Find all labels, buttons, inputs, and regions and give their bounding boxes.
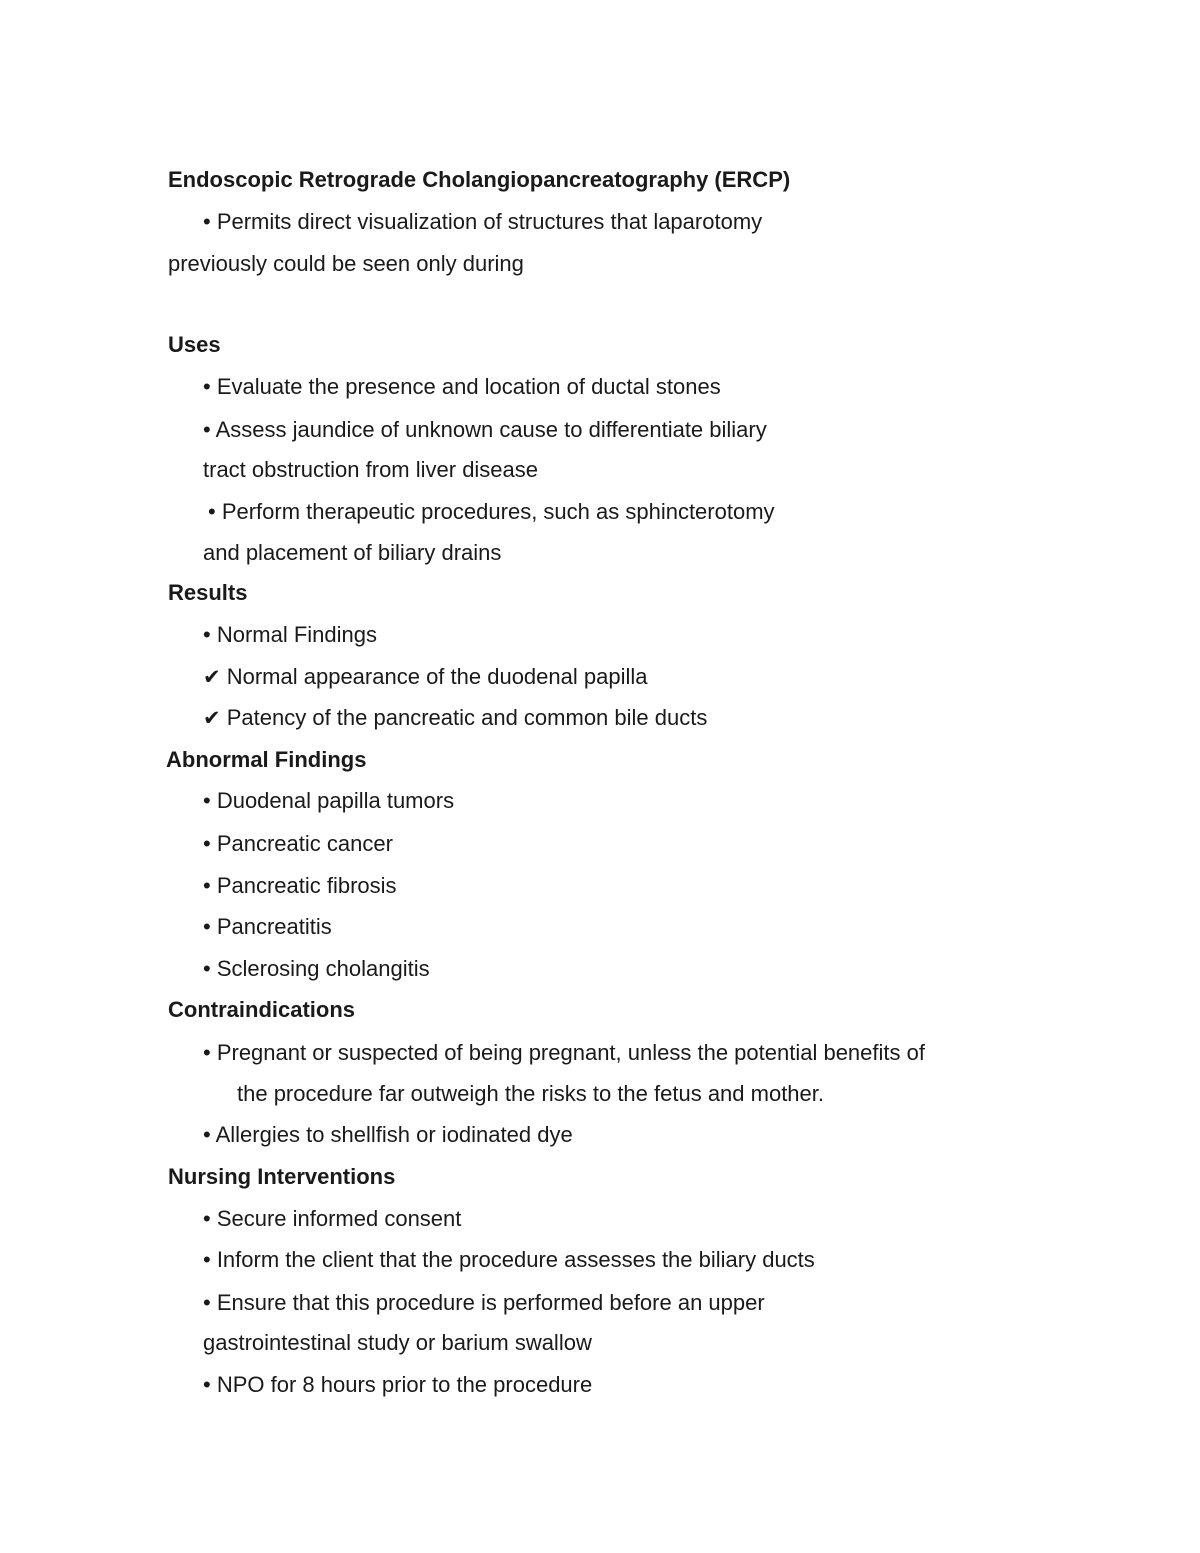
uses-item-2-line-2: tract obstruction from liver disease xyxy=(203,457,539,482)
results-normal-item-1-text: Normal appearance of the duodenal papilla xyxy=(226,664,648,689)
intro-bullet-line-2: previously could be seen only during xyxy=(168,251,524,276)
contraindications-item-1-line-1: • Pregnant or suspected of being pregnant, unless the potential benefits of xyxy=(203,1040,925,1065)
nursing-item-3-line-2: gastrointestinal study or barium swallow xyxy=(203,1330,592,1355)
checkmark-icon: ✔ xyxy=(203,706,221,730)
contraindications-heading: Contraindications xyxy=(168,997,356,1022)
uses-item-3-line-1: • Perform therapeutic procedures, such as sphincterotomy xyxy=(208,499,775,524)
results-heading: Results xyxy=(168,580,248,605)
contraindications-item-1-line-2: the procedure far outweigh the risks to the fetus and mother. xyxy=(237,1081,825,1106)
results-normal-item-2 xyxy=(203,705,707,731)
nursing-item-3-line-1: • Ensure that this procedure is performed before an upper xyxy=(203,1290,765,1315)
results-normal-item-1 xyxy=(203,664,647,690)
uses-item-1: • Evaluate the presence and location of ductal stones xyxy=(203,374,721,399)
uses-heading: Uses xyxy=(168,332,221,357)
intro-bullet-line-1: • Permits direct visualization of structures that laparotomy xyxy=(203,209,763,234)
abnormal-item: • Pancreatic fibrosis xyxy=(203,873,397,898)
results-normal-item-2-text: Patency of the pancreatic and common bile ducts xyxy=(226,705,708,730)
uses-item-3-line-2: and placement of biliary drains xyxy=(203,540,502,565)
uses-item-2-line-1: • Assess jaundice of unknown cause to differentiate biliary xyxy=(203,417,767,442)
abnormal-findings-heading: Abnormal Findings xyxy=(166,747,367,772)
checkmark-icon: ✔ xyxy=(203,665,221,689)
document-title: Endoscopic Retrograde Cholangiopancreatography (ERCP) xyxy=(168,167,791,192)
nursing-item-1: • Secure informed consent xyxy=(203,1206,462,1231)
nursing-interventions-heading: Nursing Interventions xyxy=(168,1164,396,1189)
nursing-item-4: • NPO for 8 hours prior to the procedure xyxy=(203,1372,593,1397)
results-normal-label: • Normal Findings xyxy=(203,622,377,647)
abnormal-item: • Sclerosing cholangitis xyxy=(203,956,430,981)
abnormal-item: • Pancreatic cancer xyxy=(203,831,393,856)
abnormal-item: • Pancreatitis xyxy=(203,914,332,939)
abnormal-item: • Duodenal papilla tumors xyxy=(203,788,455,813)
contraindications-item-2: • Allergies to shellfish or iodinated dye xyxy=(203,1122,573,1147)
nursing-item-2: • Inform the client that the procedure assesses the biliary ducts xyxy=(203,1247,815,1272)
